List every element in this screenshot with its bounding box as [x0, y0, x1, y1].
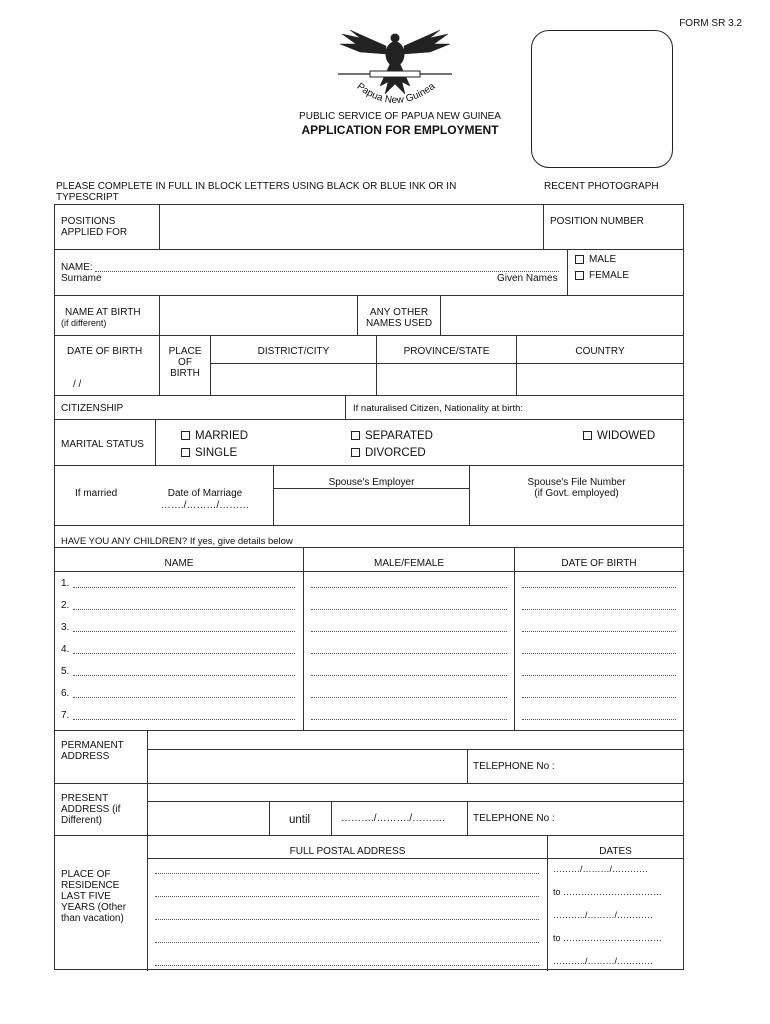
name-at-birth-label: NAME AT BIRTH — [65, 307, 141, 318]
child-sex-field[interactable] — [311, 609, 507, 610]
name-at-birth-note: (if different) — [61, 318, 107, 328]
residence-address-field[interactable] — [155, 965, 539, 966]
position-number-label: POSITION NUMBER — [550, 216, 644, 227]
dob-field[interactable]: / / — [73, 379, 82, 390]
child-dob-field[interactable] — [522, 719, 676, 720]
single-checkbox[interactable] — [181, 448, 190, 457]
child-dob-field[interactable] — [522, 653, 676, 654]
form-code: FORM SR 3.2 — [679, 18, 742, 29]
child-sex-field[interactable] — [311, 675, 507, 676]
residence-address-field[interactable] — [155, 873, 539, 874]
marital-status-label: MARITAL STATUS — [61, 439, 144, 450]
place-label-3: BIRTH — [170, 368, 200, 379]
surname-label: Surname — [61, 273, 102, 284]
present-address-label-2: ADDRESS (if — [61, 804, 121, 815]
child-dob-field[interactable] — [522, 631, 676, 632]
photograph-box[interactable] — [531, 30, 673, 168]
permanent-address-label-2: ADDRESS — [61, 751, 110, 762]
married-option[interactable]: MARRIED — [181, 431, 248, 442]
positions-label-2: APPLIED FOR — [61, 227, 128, 238]
female-checkbox[interactable] — [575, 271, 584, 280]
present-address-label-3: Different) — [61, 815, 102, 826]
child-sex-field[interactable] — [311, 653, 507, 654]
crest-emblem — [330, 24, 460, 116]
child-dob-field[interactable] — [522, 609, 676, 610]
province-field[interactable] — [377, 364, 516, 394]
place-label-1: PLACE — [168, 346, 202, 357]
child-dob-field[interactable] — [522, 587, 676, 588]
child-name-field[interactable] — [73, 587, 295, 588]
province-label: PROVINCE/STATE — [403, 346, 490, 357]
photograph-label: RECENT PHOTOGRAPH — [544, 181, 659, 192]
dob-label: DATE OF BIRTH — [67, 346, 143, 357]
organization-name: PUBLIC SERVICE OF PAPUA NEW GUINEA — [299, 111, 501, 122]
residence-date-field[interactable]: ………/………/………… — [553, 864, 649, 874]
positions-label-1: POSITIONS — [61, 216, 116, 227]
single-option[interactable]: SINGLE — [181, 448, 237, 459]
residence-address-field[interactable] — [155, 896, 539, 897]
separated-checkbox[interactable] — [351, 431, 360, 440]
residence-date-field[interactable]: ………../………/………… — [553, 956, 654, 966]
country-label: COUNTRY — [575, 346, 625, 357]
other-names-label-2: NAMES USED — [365, 318, 433, 329]
citizenship-label: CITIZENSHIP — [61, 403, 124, 414]
child-dob-field[interactable] — [522, 697, 676, 698]
place-label-2: OF — [178, 357, 192, 368]
child-row-number: 4. — [61, 644, 70, 655]
date-of-marriage-label: Date of Marriage — [167, 488, 243, 499]
male-checkbox[interactable] — [575, 255, 584, 264]
widowed-option[interactable]: WIDOWED — [583, 431, 655, 442]
child-row-number: 1. — [61, 578, 70, 589]
full-postal-address-header: FULL POSTAL ADDRESS — [289, 846, 406, 857]
children-sex-header: MALE/FEMALE — [373, 558, 445, 569]
other-names-label-1: ANY OTHER — [369, 307, 429, 318]
residence-label-1: PLACE OF — [61, 869, 111, 880]
children-name-header: NAME — [164, 558, 194, 569]
permanent-telephone-label: TELEPHONE No : — [473, 761, 555, 772]
positions-applied-field[interactable] — [160, 206, 542, 248]
district-label: DISTRICT/CITY — [257, 346, 330, 357]
residence-date-field[interactable]: to …………………………… — [553, 933, 663, 943]
child-name-field[interactable] — [73, 653, 295, 654]
present-address-field[interactable] — [148, 802, 268, 834]
separated-option[interactable]: SEPARATED — [351, 431, 433, 442]
residence-date-field[interactable]: ………../………/………… — [553, 910, 654, 920]
until-label: until — [289, 814, 311, 826]
name-label: NAME: — [61, 262, 93, 273]
residence-address-field[interactable] — [155, 919, 539, 920]
residence-date-field[interactable]: to …………………………… — [553, 887, 663, 897]
child-row-number: 2. — [61, 600, 70, 611]
spouse-file-label-1: Spouse's File Number — [527, 477, 626, 488]
present-address-label-1: PRESENT — [61, 793, 109, 804]
child-sex-field[interactable] — [311, 697, 507, 698]
country-field[interactable] — [517, 364, 683, 394]
permanent-address-field[interactable] — [148, 750, 466, 782]
if-married-label: If married — [75, 488, 118, 499]
child-row-number: 3. — [61, 622, 70, 633]
application-form-table — [54, 204, 684, 970]
other-names-field[interactable] — [441, 296, 683, 334]
residence-label-5: than vacation) — [61, 913, 124, 924]
child-row-number: 6. — [61, 688, 70, 699]
instructions: PLEASE COMPLETE IN FULL IN BLOCK LETTERS USING BLACK OR BLUE INK OR IN TYPESCRIPT — [56, 181, 457, 203]
child-dob-field[interactable] — [522, 675, 676, 676]
female-option[interactable]: FEMALE — [575, 270, 629, 281]
district-field[interactable] — [211, 364, 376, 394]
residence-label-3: LAST FIVE — [61, 891, 111, 902]
form-title: APPLICATION FOR EMPLOYMENT — [301, 123, 499, 137]
given-names-label: Given Names — [497, 273, 558, 284]
naturalised-label: If naturalised Citizen, Nationality at birth: — [353, 403, 524, 414]
residence-label-2: RESIDENCE — [61, 880, 120, 891]
date-of-marriage-field[interactable]: ……./………/……… — [160, 500, 250, 511]
child-sex-field[interactable] — [311, 631, 507, 632]
child-sex-field[interactable] — [311, 587, 507, 588]
spouse-file-label-2: (if Govt. employed) — [534, 488, 619, 499]
child-name-field[interactable] — [73, 675, 295, 676]
permanent-address-label-1: PERMANENT — [61, 740, 124, 751]
spouse-employer-label: Spouse's Employer — [328, 477, 415, 488]
child-name-field[interactable] — [73, 609, 295, 610]
divorced-checkbox[interactable] — [351, 448, 360, 457]
residence-label-4: YEARS (Other — [61, 902, 127, 913]
residence-address-field[interactable] — [155, 942, 539, 943]
child-name-field[interactable] — [73, 631, 295, 632]
male-option[interactable]: MALE — [575, 254, 616, 265]
child-name-field[interactable] — [73, 719, 295, 720]
divorced-option[interactable]: DIVORCED — [351, 448, 426, 459]
married-checkbox[interactable] — [181, 431, 190, 440]
child-row-number: 7. — [61, 710, 70, 721]
spouse-employer-field[interactable] — [274, 489, 468, 524]
child-row-number: 5. — [61, 666, 70, 677]
child-name-field[interactable] — [73, 697, 295, 698]
children-dob-header: DATE OF BIRTH — [561, 558, 637, 569]
name-field[interactable] — [95, 271, 559, 272]
crest-text: Papua New Guinea — [354, 80, 438, 107]
present-telephone-label: TELEPHONE No : — [473, 813, 555, 824]
child-sex-field[interactable] — [311, 719, 507, 720]
name-at-birth-field[interactable] — [160, 296, 356, 334]
children-question: HAVE YOU ANY CHILDREN? If yes, give details below — [61, 536, 293, 547]
widowed-checkbox[interactable] — [583, 431, 592, 440]
until-date-field[interactable]: ………./………./………. — [341, 813, 445, 824]
dates-header: DATES — [599, 846, 632, 857]
